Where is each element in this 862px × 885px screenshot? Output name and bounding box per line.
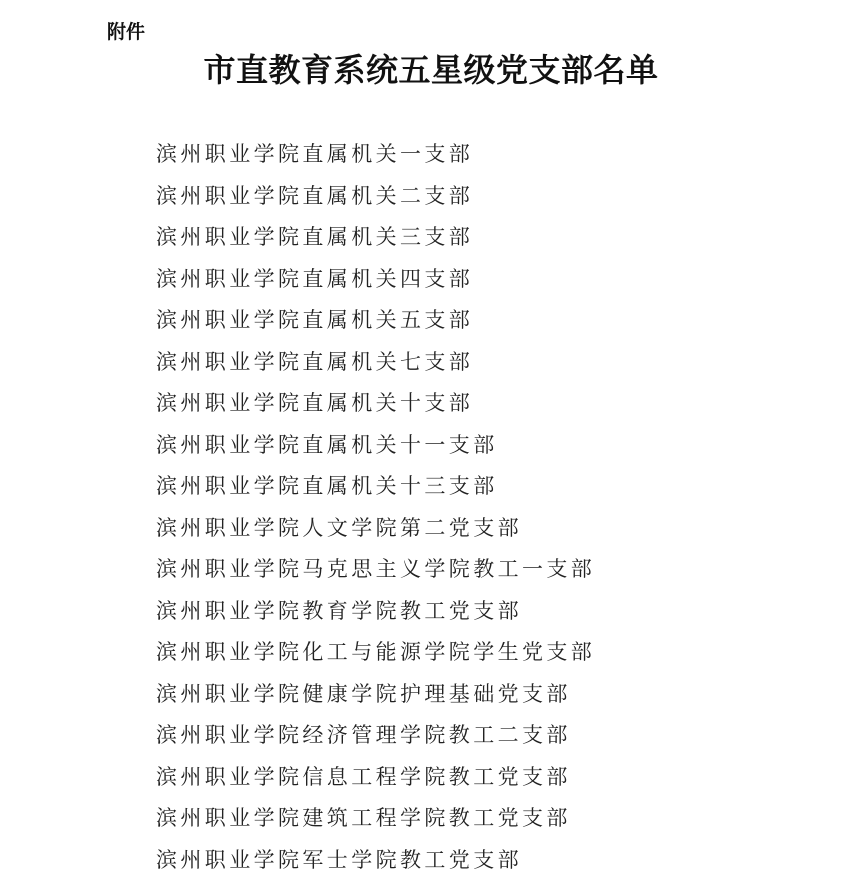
branch-item: 滨州职业学院人文学院第二党支部 (156, 512, 595, 554)
branch-item: 滨州职业学院直属机关十一支部 (156, 429, 595, 471)
branch-item: 滨州职业学院教育学院教工党支部 (156, 595, 595, 637)
branch-item: 滨州职业学院健康学院护理基础党支部 (156, 678, 595, 720)
branch-item: 滨州职业学院直属机关四支部 (156, 263, 595, 305)
branch-list (156, 138, 595, 885)
attachment-label: 附件 (107, 20, 145, 44)
branch-item: 滨州职业学院直属机关七支部 (156, 346, 595, 388)
branch-item: 滨州职业学院信息工程学院教工党支部 (156, 761, 595, 803)
branch-item: 滨州职业学院直属机关二支部 (156, 180, 595, 222)
document-title: 市直教育系统五星级党支部名单 (0, 50, 862, 90)
branch-item: 滨州职业学院直属机关十三支部 (156, 470, 595, 512)
branch-item: 滨州职业学院化工与能源学院学生党支部 (156, 636, 595, 678)
branch-item: 滨州职业学院马克思主义学院教工一支部 (156, 553, 595, 595)
branch-item: 滨州职业学院直属机关一支部 (156, 138, 595, 180)
branch-item: 滨州职业学院直属机关十支部 (156, 387, 595, 429)
branch-item: 滨州职业学院军士学院教工党支部 (156, 844, 595, 885)
branch-item: 滨州职业学院直属机关三支部 (156, 221, 595, 263)
branch-item: 滨州职业学院直属机关五支部 (156, 304, 595, 346)
branch-item: 滨州职业学院经济管理学院教工二支部 (156, 719, 595, 761)
branch-item: 滨州职业学院建筑工程学院教工党支部 (156, 802, 595, 844)
